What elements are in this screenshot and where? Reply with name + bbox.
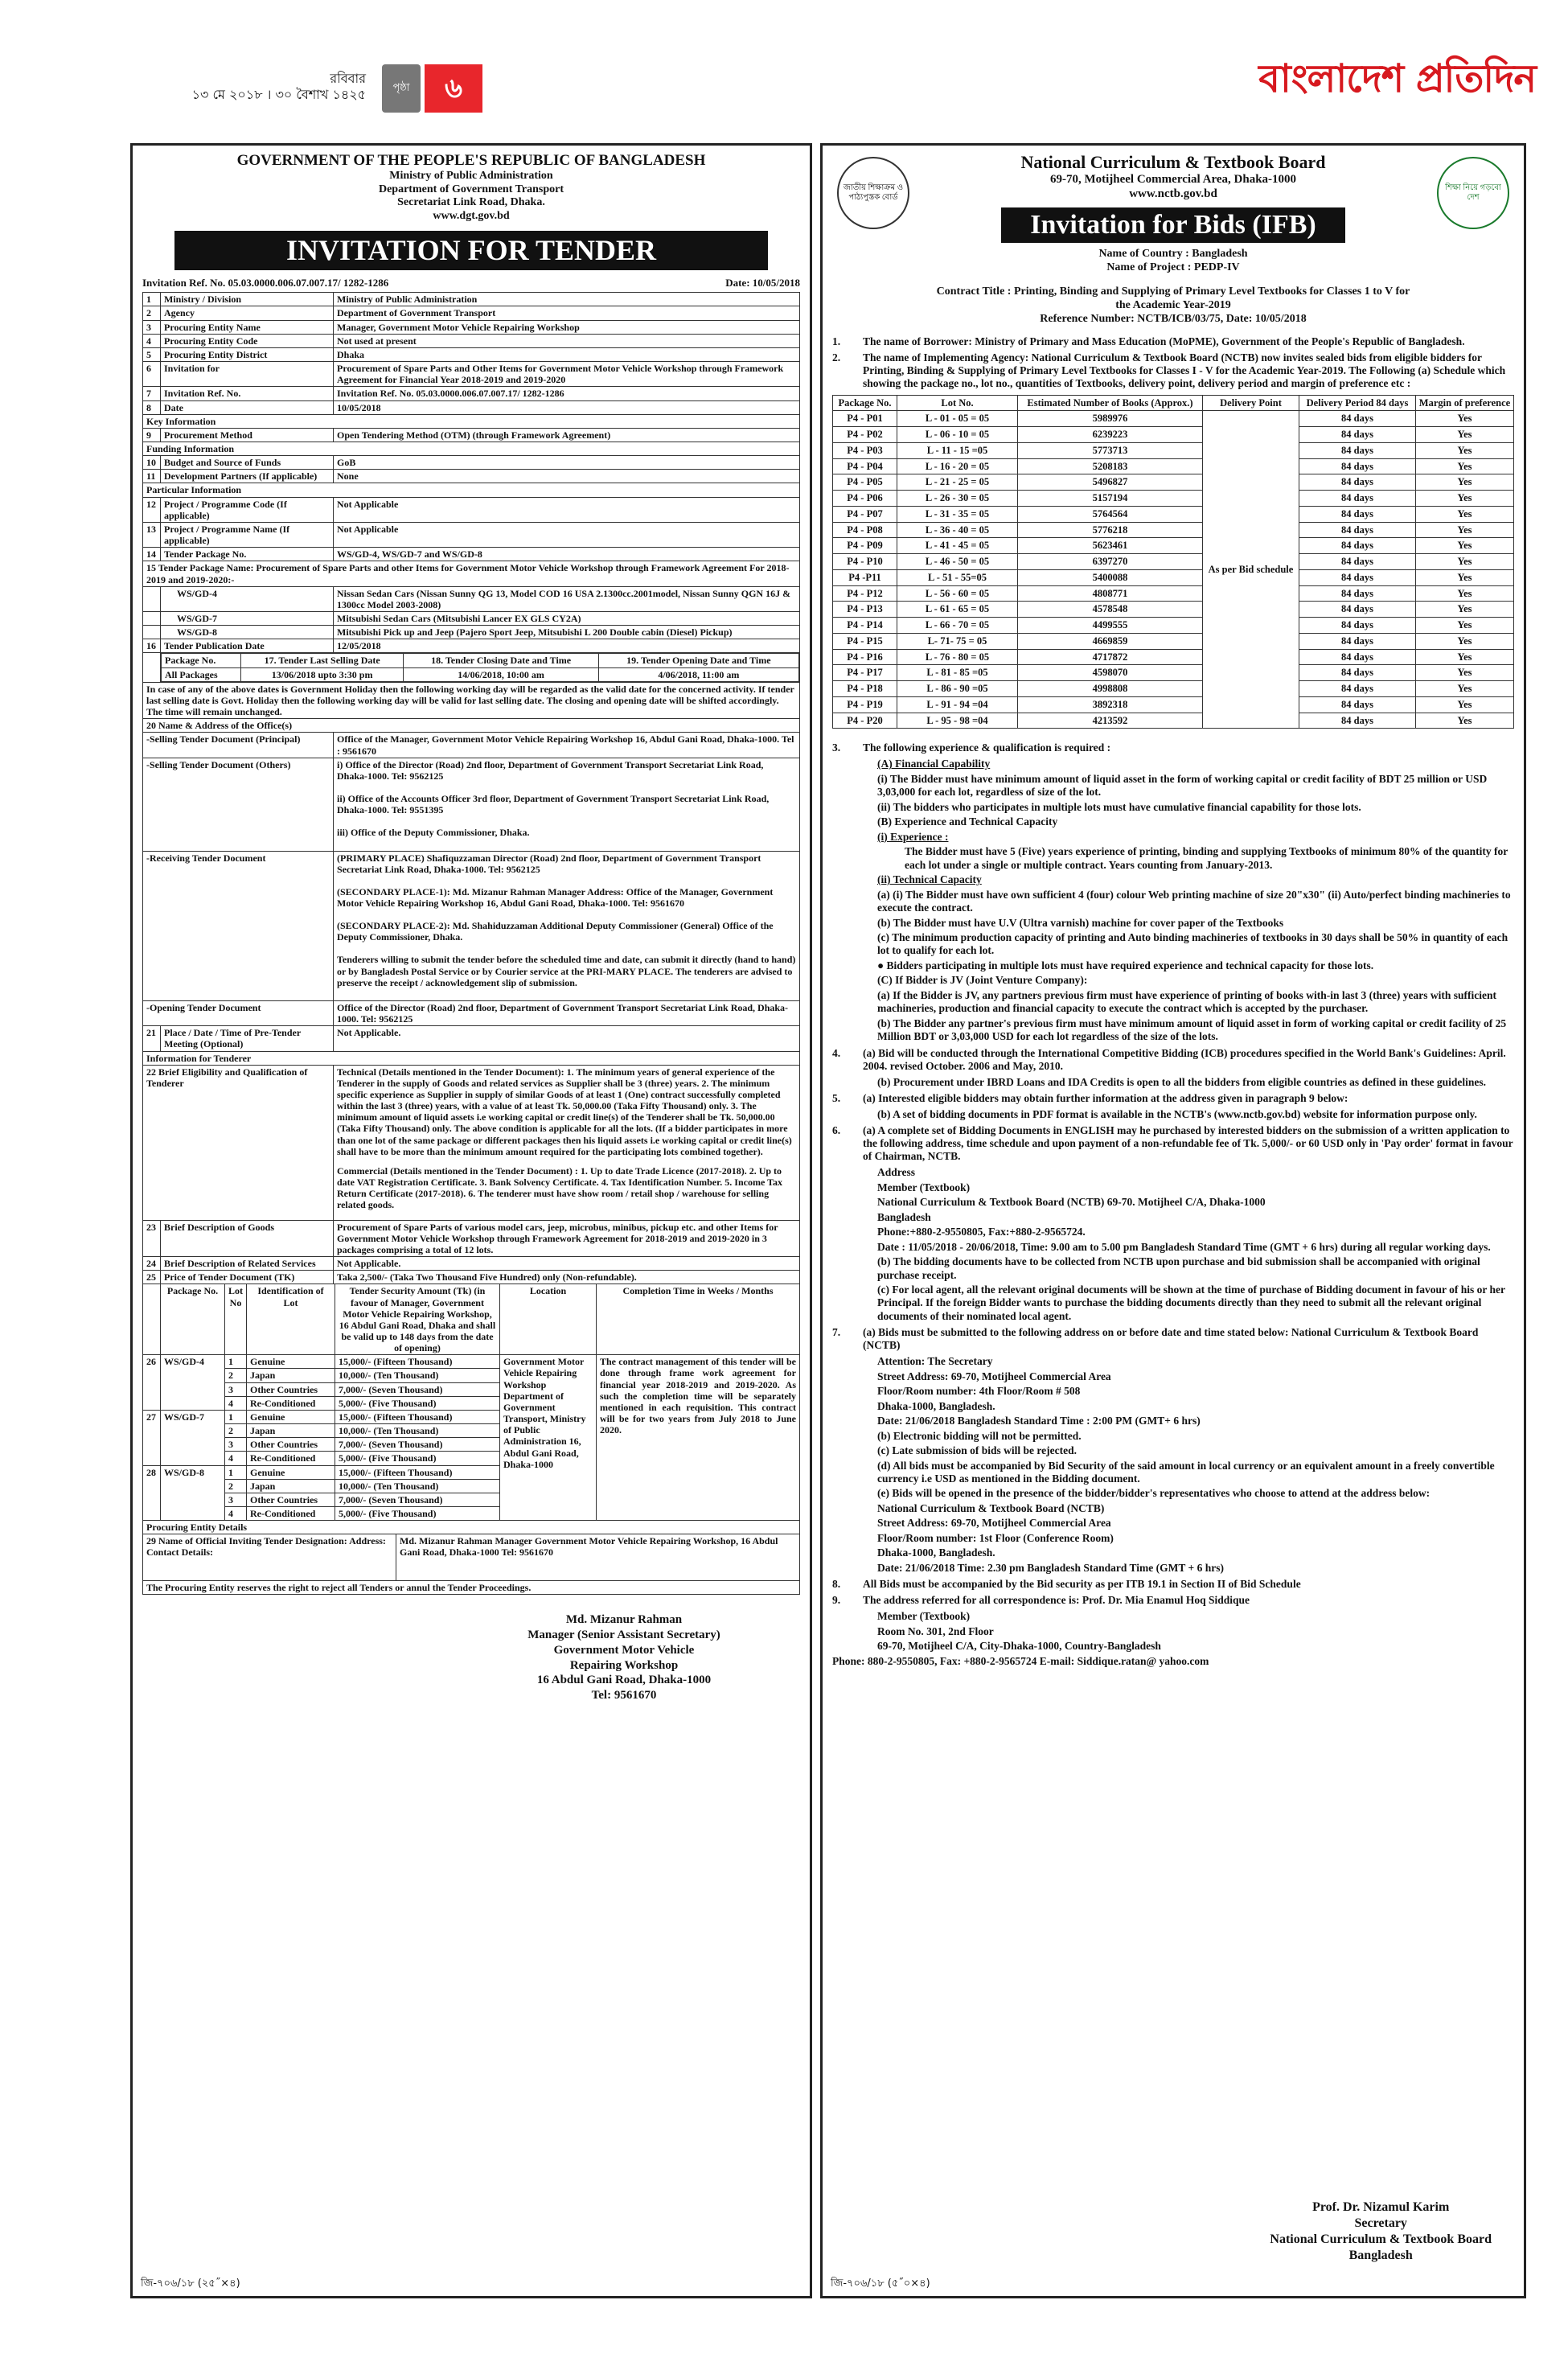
table-row: P4 - P17 L - 81 - 85 =05 4598070 84 days Yes [833, 665, 1514, 681]
left-signature: Md. Mizanur Rahman Manager (Senior Assistant Secretary) Government Motor Vehicle Repairing Workshop 16 Abdul Gani Road, Dhaka-1000 Tel: 9561670 [527, 1613, 720, 1702]
table-row: Particular Information [143, 483, 800, 497]
ad-code: জি-৭০৬/১৮ (২৫˝×৪) [141, 2277, 240, 2290]
table-row: Information for Tenderer [143, 1051, 800, 1065]
table-row: P4 - P09 L - 41 - 45 = 05 5623461 84 days Yes [833, 538, 1514, 554]
tender-table [142, 292, 800, 1284]
ministry: Ministry of Public Administration [389, 170, 553, 183]
org-address: 69-70, Motijheel Commercial Area, Dhaka-1000 [1049, 172, 1297, 186]
para-7: 7. (a) Bids must be submitted to the following address on or before date and time stated below: National Curriculum & Textbook Board (NCTB) [832, 1326, 1479, 1352]
contract-title: Contract Title : Printing, Binding and Supplying of Primary Level Textbooks for Classes 1 to V for the Academic Year-2019 [936, 285, 1410, 311]
table-row: All Packages 13/06/2018 upto 3:30 pm 14/06/2018, 10:00 am 4/06/2018, 11:00 am [162, 667, 799, 681]
para-9: 9. The address referred for all correspondence is: Prof. Dr. Mia Enamul Hoq Siddique [832, 1594, 1250, 1607]
table-row: P4 - P01 L - 01 - 05 = 05 5989976 As per Bid schedule 84 days Yes [833, 411, 1514, 427]
project: Name of Project : PEDP-IV [1106, 261, 1240, 273]
table-row: In case of any of the above dates is Government Holiday then the following working day will be regarded as the valid date for the concerned activity. If tender last selling date is Govt. Holiday then the following working day will be valid for last selling date. The closing and opening date will be shifted accordingly. The time will remain unchanged. [143, 682, 800, 718]
table-row: WS/GD-4 Nissan Sedan Cars (Nissan Sunny QG 13, Model COD 16 USA 2.1300cc.2001model, Nissan Sunny QGN 16J & 1300cc Model 2003-2008) [143, 586, 800, 611]
right-signature: Prof. Dr. Nizamul Karim Secretary National Curriculum & Textbook Board Bangladesh [1270, 2200, 1492, 2262]
tender-notice [130, 143, 812, 2298]
table-row: 25 Price of Tender Document (TK) Taka 2,500/- (Taka Two Thousand Five Hundred) only (Non-refundable). [143, 1271, 800, 1284]
table-row: 10 Budget and Source of Funds GoB [143, 456, 800, 470]
table-row: -Opening Tender Document Office of the Director (Road) 2nd floor, Department of Government Transport Secretariat Link Road, Dhaka-1000. Tel: 9562125 [143, 1000, 800, 1025]
education-emblem-icon: শিক্ষা নিয়ে গড়বো দেশ [1437, 157, 1509, 229]
table-row: P4 - P05 L - 21 - 25 = 05 5496827 84 days Yes [833, 474, 1514, 491]
masthead [0, 0, 1568, 141]
table-row: P4 - P16 L - 76 - 80 = 05 4717872 84 days Yes [833, 649, 1514, 665]
contact-line: Phone: 880-2-9550805, Fax: +880-2-9565724 E-mail: Siddique.ratan@ yahoo.com [832, 1654, 1209, 1667]
ref-number: Reference Number: NCTB/ICB/03/75, Date: 10/05/2018 [1040, 312, 1307, 325]
para-2: 2. The name of Implementing Agency: National Curriculum & Textbook Board (NCTB) now invites sealed bids from eligible bidders for Printing, Binding & Supplying of Primary Level Textbooks for Classes I - V for the Academic Year-2019. The Following (a) Schedule which showing the package no., lot no., quantities of Textbooks, delivery point, delivery period and margin of preference etc : [832, 351, 1506, 389]
para-1: 1. The name of Borrower: Ministry of Primary and Mass Education (MoPME), Government of the People's Republic of Bangladesh. [832, 335, 1465, 348]
table-row: P4 - P15 L- 71- 75 = 05 4669859 84 days Yes [833, 633, 1514, 649]
table-row: 9 Procurement Method Open Tendering Method (OTM) (through Framework Agreement) [143, 428, 800, 442]
table-row: P4 - P04 L - 16 - 20 = 05 5208183 84 days Yes [833, 458, 1514, 474]
table-row: 3 Other Countries 7,000/- (Seven Thousand) [143, 1493, 800, 1506]
website: www.dgt.gov.bd [433, 209, 510, 222]
lot-table [142, 1284, 800, 1521]
table-row: P4 - P12 L - 56 - 60 = 05 4808771 84 days Yes [833, 585, 1514, 602]
table-row: 1 Ministry / Division Ministry of Public Administration [143, 293, 800, 306]
table-row: P4 - P20 L - 95 - 98 =04 4213592 84 days Yes [833, 713, 1514, 729]
table-row: 3 Other Countries 7,000/- (Seven Thousand) [143, 1438, 800, 1452]
table-row: -Selling Tender Document (Principal) Office of the Manager, Government Motor Vehicle Repairing Workshop 16, Abdul Gani Road, Dhaka-1000. Tel : 9561670 [143, 733, 800, 758]
table-row: P4 -P11 L - 51 - 55=05 5400088 84 days Yes [833, 569, 1514, 585]
table-row: 20 Name & Address of the Office(s) [143, 719, 800, 733]
ifb-notice: জাতীয় শিক্ষাক্রম ও পাঠ্যপুস্তক বোর্ড শিক্ষা নিয়ে গড়বো দেশ National Curriculum & Textbook Board 69-70, Motijheel Commercial Area, Dhaka-1000 www.nctb.gov.bd Invitation for Bids (IFB) Name of Country : Bangladesh Name of Project : PEDP-IV Contract Title : Printing, Binding and Supplying of Primary Level Textbooks for Classes 1 to V for the Academic Year-2019 Reference Number: NCTB/ICB/03/75, Date: 10/05/2018 1. The name of Borrower: Ministry of Primary and Mass Education (MoPME), Government of the People's Republic of Bangladesh. 2. The name of Implementing Agency: National Curriculum & Textbook Board (NCTB) now invites sealed bids from eligible bidders for Printing, Binding & Supplying of Primary Level Textbooks for Classes I - V for the Academic Year-2019. The Following (a) Schedule which showing the package no., lot no., quantities of Textbooks, delivery point, delivery period and margin of preference etc : Package No. Lot No. Estimated Number of Books (Approx.) Delivery Point Delivery Period 84 days Margin of preference P4 - P01 L - 01 - 05 = 05 5989976 As per Bid schedule 84 days Yes P4 - P02 L - 06 - 10 = 05 6239223 84 days Yes P4 - P03 L - 11 - 15 =05 5773713 84 days Yes P4 - P04 L - 16 - 20 = 05 5208183 84 days Yes P4 - P05 L - 21 - 25 = 05 5496827 84 days Yes P4 - P06 L - 26 - 30 = 05 5157194 84 days Yes P4 - P07 L - 31 - 35 = 05 5764564 84 days Yes P4 - P08 L - 36 - 40 = 05 5776218 84 days Yes P4 - P09 L - 41 - 45 = 05 5623461 84 days Yes P4 - P10 L - 46 - 50 = 05 6397270 84 days Yes P4 -P11 L - 51 - 55=05 5400088 84 days Yes P4 - P12 L - 56 - 60 = 05 4808771 84 days Yes P4 - P13 L - 61 - 65 = 05 4578548 84 days Yes P4 - P14 L - 66 - 70 = 05 4499555 84 days Yes P4 - P15 L- 71- 75 = 05 4669859 84 days Yes P4 - P16 L - 76 - 80 = 05 4717872 84 days Yes P4 - P17 L - 81 - 85 =05 4598070 84 days Yes P4 - P18 L - 86 - 90 =05 4998808 84 days Yes P4 - P19 L - 91 - 94 =04 3892318 84 days Yes P4 - P20 L - 95 - 98 =04 4213592 84 days Yes 3. The following experience & qualification is required : (A) Financial Capability (i) The Bidder must have minimum amount of liquid asset in the form of working capital or credit facility of BDT 25 million or USD 3,03,000 for each lot, regardless of size of the lot. (ii) The bidders who participates in multiple lots must have cumulative financial capability for those lots. (B) Experience and Technical Capacity (i) Experience : The Bidder must have 5 (Five) years experience of printing, binding and supplying Textbooks of minimum 80% of the quantity for each lot under a single or multiple contract. Years counting from January-2013. (ii) Technical Capacity (a) (i) The Bidder must have own sufficient 4 (four) colour Web printing machine of size 20"x30" (ii) Auto/perfect binding machineries to execute the contract. (b) The Bidder must have U.V (Ultra varnish) machine for cover paper of the Textbooks (c) The minimum production capacity of printing and Auto binding machineries of textbooks in 30 days shall be 50% in quantity of each lot to qualify for each lot. ● Bidders participating in multiple lots must have required experience and technical capacity for those lots. (C) If Bidder is JV (Joint Venture Company): (a) If the Bidder is JV, any partners previous firm must have experience of printing of books with-in last 3 (three) years with sufficient machineries, production and financial capacity to execute the contract which is accepted by the purchaser. (b) The Bidder any partner's previous firm must have minimum amount of liquid asset in form of working capital or credit facility of 25 Million BDT or 3,03,000 USD for each lot regardless of the size of the lots. 4. (a) Bid will be conducted through the International Competitive Bidding (ICB) procedures specified in the World Bank's Guidelines: April. 2004. revised October. 2006 and May, 2010. (b) Procurement under IBRD Loans and IDA Credits is open to all the bidders from eligible countries as defined in these guidelines. 5. (a) Interested eligible bidders may obtain further information at the address given in paragraph 9 below: (b) A set of bidding documents in PDF format is available in the NCTB's (www.nctb.gov.bd) website for information purpose only. 6. (a) A complete set of Bidding Documents in ENGLISH may he purchased by interested bidders on the submission of a written application to the following address, time schedule and upon payment of a non-refundable fee of Tk. 5,000/- or 60 USD only in 'Pay order' format in favour of Chairman, NCTB. Address Member (Textbook) National Curriculum & Textbook Board (NCTB) 69-70. Motijheel C/A, Dhaka-1000 Bangladesh Phone:+880-2-9550805, Fax:+880-2-9565724. Date : 11/05/2018 - 20/06/2018, Time: 9.00 am to 5.00 pm Bangladesh Standard Time (GMT + 6 hrs) during all regular working days. (b) The bidding documents have to be collected from NCTB upon purchase and bid submission shall be accompanied with original purchase receipt. (c) For local agent, all the relevant original documents will be shown at the time of purchase of Bidding document in favour of his or her Principal. If the foreign Bidder wants to purchase the bidding documents directly than they need to submit all the relevant original documents of their nominated local agent. 7. (a) Bids must be submitted to the following address on or before date and time stated below: National Curriculum & Textbook Board (NCTB) Attention: The Secretary Street Address: 69-70, Motijheel Commercial Area Floor/Room number: 4th Floor/Room # 508 Dhaka-1000, Bangladesh. Date: 21/06/2018 Bangladesh Standard Time : 2:00 PM (GMT+ 6 hrs) (b) Electronic bidding will not be permitted. (c) Late submission of bids will be rejected. (d) All bids must be accompanied by Bid Security of the said amount in local currency or an equivalent amount in a freely convertible currency i.e USD as mentioned in the Bidding document. (e) Bids will be opened in the presence of the bidder/bidder's representatives who choose to attend at the address below: National Curriculum & Textbook Board (NCTB) Street Address: 69-70, Motijheel Commercial Area Floor/Room number: 1st Floor (Conference Room) Dhaka-1000, Bangladesh. Date: 21/06/2018 Time: 2.30 pm Bangladesh Standard Time (GMT + 6 hrs) 8. All Bids must be accompanied by the Bid security as per ITB 19.1 in Section II of Bid Schedule 9. The address referred for all correspondence is: Prof. Dr. Mia Enamul Hoq Siddique Member (Textbook) Room No. 301, 2nd Floor 69-70, Motijheel C/A, City-Dhaka-1000, Country-Bangladesh Phone: 880-2-9550805, Fax: +880-2-9565724 E-mail: Siddique.ratan@ yahoo.com Prof. Dr. Nizamul Karim Secretary National Curriculum & Textbook Board Bangladesh জি-৭০৬/১৮ (৫˝০×৪) [820, 143, 1526, 2298]
org-website: www.nctb.gov.bd [1129, 187, 1217, 200]
table-row: 23 Brief Description of Goods Procurement of Spare Parts of various model cars, jeep, microbus, minibus, pickup etc. and other Items for Government Motor Vehicle Workshop through Framework Agreement for 2018-2019 and 2019-2020 in 3 packages comprising a total of 12 lots. [143, 1220, 800, 1256]
org-name: National Curriculum & Textbook Board [1020, 152, 1326, 172]
table-row: Package No. Lot No Identification of Lot Tender Security Amount (Tk) (in favour of Manager, Government Motor Vehicle Repairing Workshop, 16 Abdul Gani Road, Dhaka and shall be valid up to 148 days from the date of opening) Location Completion Time in Weeks / Months [143, 1284, 800, 1355]
table-row: 15 Tender Package Name: Procurement of Spare Parts and other Items for Government Motor Vehicle Workshop through Framework Agreement For 2018-2019 and 2019-2020:- [143, 561, 800, 586]
package-table: Package No. Lot No. Estimated Number of Books (Approx.) Delivery Point Delivery Period 84 days Margin of preference P4 - P01 L - 01 - 05 = 05 5989976 As per Bid schedule 84 days Yes P4 - P02 L - 06 - 10 = 05 6239223 84 days Yes P4 - P03 L - 11 - 15 =05 5773713 84 days Yes P4 - P04 L - 16 - 20 = 05 5208183 84 days Yes P4 - P05 L - 21 - 25 = 05 5496827 84 days Yes P4 - P06 L - 26 - 30 = 05 5157194 84 days Yes P4 - P07 L - 31 - 35 = 05 5764564 84 days Yes P4 - P08 L - 36 - 40 = 05 5776218 84 days Yes P4 - P09 L - 41 - 45 = 05 5623461 84 days Yes P4 - P10 L - 46 - 50 = 05 6397270 84 days Yes P4 -P11 L - 51 - 55=05 5400088 84 days Yes P4 - P12 L - 56 - 60 = 05 4808771 84 days Yes P4 - P13 L - 61 - 65 = 05 4578548 84 days Yes P4 - P14 L - 66 - 70 = 05 4499555 84 days Yes P4 - P15 L- 71- 75 = 05 4669859 84 days Yes P4 - P16 L - 76 - 80 = 05 4717872 84 days Yes P4 - P17 L - 81 - 85 =05 4598070 84 days Yes P4 - P18 L - 86 - 90 =05 4998808 84 days Yes P4 - P19 L - 91 - 94 =04 3892318 84 days Yes P4 - P20 L - 95 - 98 =04 4213592 84 days Yes [832, 395, 1514, 729]
table-row: Key Information [143, 414, 800, 428]
schedule-table [161, 653, 799, 681]
table-row: 4 Re-Conditioned 5,000/- (Five Thousand) [143, 1507, 800, 1521]
table-row: 26 WS/GD-4 1 Genuine 15,000/- (Fifteen Thousand) Government Motor Vehicle Repairing Workshop Department of Government Transport, Ministry of Public Administration 16, Abdul Gani Road, Dhaka-1000 The contract management of this tender will be done through frame work agreement for financial year 2018-2019 and 2019-2020. As such the completion time will be separately mentioned in each requisition. This contract will be for two years from July 2018 to June 2020. [143, 1355, 800, 1369]
table-row: P4 - P02 L - 06 - 10 = 05 6239223 84 days Yes [833, 427, 1514, 443]
table-row: 6 Invitation for Procurement of Spare Parts and Other Items for Government Motor Vehicle Workshop through Framework Agreement for Financial Year 2018-2019 and 2019-2020 [143, 362, 800, 387]
table-row: 2 Japan 10,000/- (Ten Thousand) [143, 1369, 800, 1382]
para-8: 8. All Bids must be accompanied by the Bid security as per ITB 19.1 in Section II of Bid Schedule [832, 1578, 1301, 1591]
table-row: 13 Project / Programme Name (If applicable) Not Applicable [143, 522, 800, 547]
table-row: 4 Re-Conditioned 5,000/- (Five Thousand) [143, 1452, 800, 1465]
table-row: P4 - P06 L - 26 - 30 = 05 5157194 84 days Yes [833, 491, 1514, 507]
table-row: P4 - P19 L - 91 - 94 =04 3892318 84 days Yes [833, 696, 1514, 713]
table-row: P4 - P18 L - 86 - 90 =05 4998808 84 days Yes [833, 681, 1514, 697]
table-row: Funding Information [143, 442, 800, 455]
reserve-note: The Procuring Entity reserves the right to reject all Tenders or annul the Tender Proceedings. [143, 1581, 800, 1595]
page-label: পৃষ্ঠা [382, 64, 421, 113]
table-row: 8 Date 10/05/2018 [143, 400, 800, 414]
para-4: 4. (a) Bid will be conducted through the International Competitive Bidding (ICB) procedures specified in the World Bank's Guidelines: April. 2004. revised October. 2006 and May, 2010. [832, 1046, 1506, 1072]
gov-title: GOVERNMENT OF THE PEOPLE'S REPUBLIC OF BANGLADESH [236, 152, 706, 169]
country: Name of Country : Bangladesh [1098, 248, 1248, 261]
address: Secretariat Link Road, Dhaka. [397, 196, 545, 209]
table-row: WS/GD-8 Mitsubishi Pick up and Jeep (Pajero Sport Jeep, Mitsubishi L 200 Double cabin (Diesel) Pickup) [143, 626, 800, 639]
table-row: 28 WS/GD-8 1 Genuine 15,000/- (Fifteen Thousand) [143, 1465, 800, 1479]
table-row: 2 Japan 10,000/- (Ten Thousand) [143, 1424, 800, 1438]
table-row: 12 Project / Programme Code (If applicable) Not Applicable [143, 497, 800, 522]
ifb-banner: Invitation for Bids (IFB) [1001, 207, 1345, 243]
table-row: 5 Procuring Entity District Dhaka [143, 347, 800, 361]
table-row: -Receiving Tender Document (PRIMARY PLACE) Shafiquzzaman Director (Road) 2nd floor, Department of Government Transport Secretariat Link Road, Dhaka-1000. Tel: 9562125 (SECONDARY PLACE-1): Md. Mizanur Rahman Manager Address: Office of the Manager, Government Motor Vehicle Repairing Workshop 16, Abdul Gani Road, Dhaka-1000. Tel: 9561670 (SECONDARY PLACE-2): Md. Shahiduzzaman Additional Deputy Commissioner (General) Office of the Deputy Commissioner, Dhaka. Tenderers willing to submit the tender before the scheduled time and date, can submit it directly (hand to hand) or by Bangladesh Postal Service or by Courier service at the PRI-MARY PLACE. The tenderers are advised to preserve the receipt / acknowledgement slip of submission. [143, 851, 800, 1000]
table-row: 3 Other Countries 7,000/- (Seven Thousand) [143, 1382, 800, 1396]
para-6: 6. (a) A complete set of Bidding Documents in ENGLISH may he purchased by interested bidders on the submission of a written application to the following address, time schedule and upon payment of a non-refundable fee of Tk. 5,000/- or 60 USD only in 'Pay order' format in favour of Chairman, NCTB. [832, 1124, 1513, 1163]
table-row: 22 Brief Eligibility and Qualification of Tenderer Technical (Details mentioned in the Tender Document): 1. The minimum years of general experience of the Tenderer in the supply of Goods and related services as Supplier shall be 3 (three) years. 2. The minimum specific experience as Supplier in supply of similar Goods of at least 1 (One) contract successfully completed within the last 3 (three) years, with a value of at least Tk. 50,000.00 (Taka Fifty Thousand) only. 3. The minimum amount of liquid assets i.e working capital or credit line(s) of the Tenderer shall be Tk. 50,000.00 (Taka Fifty Thousand) only. The above condition is applicable for all the lots. (If a bidder participates in more than one lot of the same package or different packages then his liquid assets i.e working capital or credit line(s) shall have to be more than the minimum amount required for the participating lots combined together). Commercial (Details mentioned in the Tender Document) : 1. Up to date Trade Licence (2017-2018). 2. Up to date VAT Registration Certificate. 3. Bank Solvency Certificate. 4. Tax Identification Number. 5. Income Tax Return Certificate (2017-2018). 6. The tenderer must have show room / retail shop / warehouse for selling related goods. [143, 1065, 800, 1220]
table-row: P4 - P07 L - 31 - 35 = 05 5764564 84 days Yes [833, 506, 1514, 522]
page-number: ৬ [425, 64, 482, 113]
newspaper-logo: বাংলাদেশ প্রতিদিন [1258, 56, 1536, 101]
nctb-logo-icon: জাতীয় শিক্ষাক্রম ও পাঠ্যপুস্তক বোর্ড [837, 157, 909, 229]
table-row: 4 Procuring Entity Code Not used at present [143, 334, 800, 347]
table-row: 2 Japan 10,000/- (Ten Thousand) [143, 1479, 800, 1493]
table-row: 4 Re-Conditioned 5,000/- (Five Thousand) [143, 1396, 800, 1410]
para-5: 5. (a) Interested eligible bidders may obtain further information at the address given in paragraph 9 below: [832, 1092, 1348, 1105]
table-row: P4 - P03 L - 11 - 15 =05 5773713 84 days Yes [833, 442, 1514, 458]
table-row: 7 Invitation Ref. No. Invitation Ref. No. 05.03.0000.006.07.007.17/ 1282-1286 [143, 387, 800, 400]
table-row: 16 Tender Publication Date 12/05/2018 [143, 639, 800, 653]
table-row: 3 Procuring Entity Name Manager, Government Motor Vehicle Repairing Workshop [143, 320, 800, 334]
table-row: P4 - P10 L - 46 - 50 = 05 6397270 84 days Yes [833, 554, 1514, 570]
masthead-date: রবিবার ১৩ মে ২০১৮ । ৩০ বৈশাখ ১৪২৫ [191, 71, 366, 102]
table-row: 27 WS/GD-7 1 Genuine 15,000/- (Fifteen Thousand) [143, 1410, 800, 1423]
table-row: 21 Place / Date / Time of Pre-Tender Meeting (Optional) Not Applicable. [143, 1026, 800, 1051]
table-row: 24 Brief Description of Related Services Not Applicable. [143, 1257, 800, 1271]
department: Department of Government Transport [378, 183, 564, 195]
tender-banner: INVITATION FOR TENDER [174, 231, 768, 269]
table-row: P4 - P14 L - 66 - 70 = 05 4499555 84 days Yes [833, 618, 1514, 634]
table-row: Package No. 17. Tender Last Selling Date 18. Tender Closing Date and Time 19. Tender Opening Date and Time [162, 654, 799, 667]
table-row: P4 - P08 L - 36 - 40 = 05 5776218 84 days Yes [833, 522, 1514, 538]
ref-row: Invitation Ref. No. 05.03.0000.006.07.007.17/ 1282-1286 Date: 10/05/2018 [142, 276, 800, 289]
table-row: P4 - P13 L - 61 - 65 = 05 4578548 84 days Yes [833, 602, 1514, 618]
table-row: WS/GD-7 Mitsubishi Sedan Cars (Mitsubishi Lancer EX GLS CY2A) [143, 612, 800, 626]
section-heading: Procuring Entity Details [143, 1521, 800, 1534]
table-row: 2 Agency Department of Government Transport [143, 306, 800, 320]
ad-code: জি-৭০৬/১৮ (৫˝০×৪) [831, 2277, 930, 2290]
table-row: 14 Tender Package No. WS/GD-4, WS/GD-7 and WS/GD-8 [143, 548, 800, 561]
table-row: 11 Development Partners (If applicable) None [143, 470, 800, 483]
table-row [143, 653, 800, 682]
para-3: 3. The following experience & qualification is required : [832, 741, 1111, 754]
entity-table [142, 1520, 800, 1595]
official-value: Md. Mizanur Rahman Manager Government Motor Vehicle Repairing Workshop, 16 Abdul Gani Road, Dhaka-1000 Tel: 9561670 [396, 1534, 800, 1581]
table-row: -Selling Tender Document (Others) i) Office of the Director (Road) 2nd floor, Department of Government Transport Secretariat Link Road, Dhaka-1000. Tel: 9562125 ii) Office of the Accounts Officer 3rd floor, Department of Government Transport Secretariat Link Road, Dhaka-1000. Tel: 9551395 iii) Office of the Deputy Commissioner, Dhaka. [143, 758, 800, 851]
official-label: 29 Name of Official Inviting Tender Designation: Address: Contact Details: [143, 1534, 396, 1581]
